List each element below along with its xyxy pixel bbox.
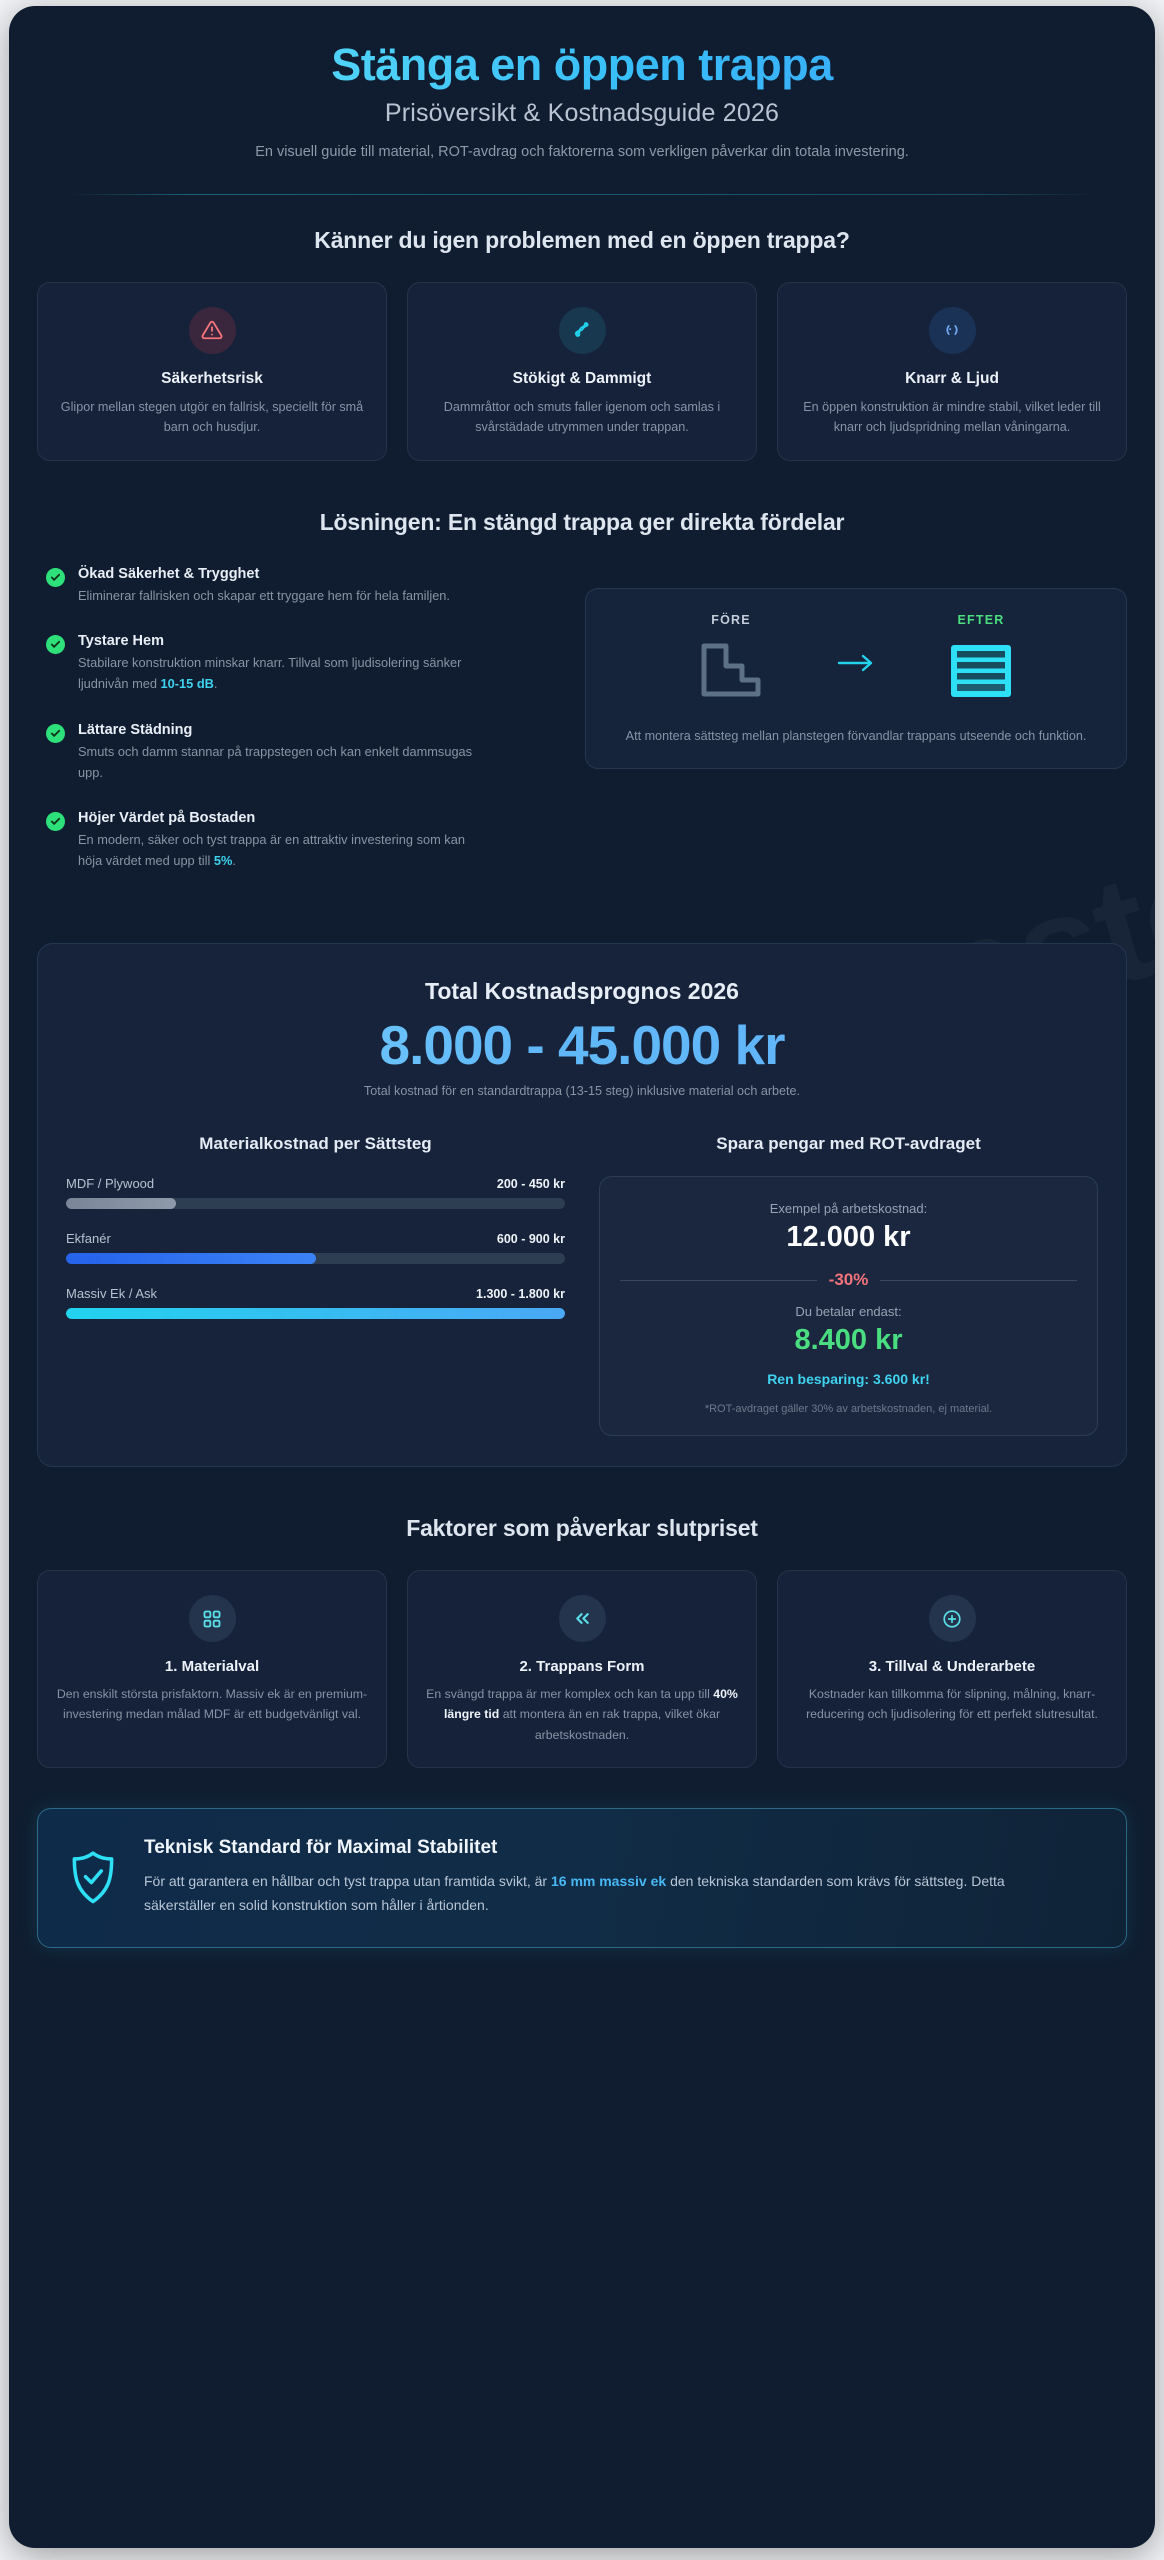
rot-pay-value: 8.400 kr [794, 1324, 903, 1357]
arrow-right-icon [837, 653, 875, 678]
check-circle-icon [46, 568, 65, 587]
problems-heading: Känner du igen problemen med en öppen trappa? [314, 226, 850, 253]
grid-squares-icon [189, 1595, 236, 1642]
problem-card [37, 282, 387, 461]
rot-saving: Ren besparing: 3.600 kr! [767, 1371, 930, 1388]
open-stair-icon [671, 643, 791, 704]
factor-card [407, 1570, 757, 1768]
benefit-item [46, 810, 557, 871]
factors-heading: Faktorer som påverkar slutpriset [406, 1515, 758, 1542]
divider [880, 1280, 1077, 1281]
benefit-item [46, 566, 557, 607]
tech-standard-banner [37, 1808, 1127, 1948]
infographic-frame [9, 6, 1155, 2548]
bar-track [66, 1198, 565, 1209]
bar-track [66, 1308, 565, 1319]
factor-card-list [37, 1570, 1127, 1768]
factor-card-text: En svängd trappa är mer komplex och kan ta upp till 40% längre tid att montera än en rak trappa, vilket ökar arbetskostnaden. [426, 1687, 738, 1742]
benefit-highlight: 5% [213, 852, 233, 868]
rot-cost-value: 12.000 kr [786, 1221, 911, 1254]
material-bar-row [66, 1176, 565, 1209]
check-circle-icon [46, 635, 65, 654]
problem-card [407, 282, 757, 461]
divider [620, 1280, 817, 1281]
benefit-text: Stabilare konstruktion minskar knarr. Tillval som ljudisolering sänker ljudnivån med 10-15 dB. [78, 655, 462, 692]
after-label: EFTER [957, 612, 1005, 627]
factor-card-text: Kostnader kan tillkomma för slipning, målning, knarr-reducering och ljudisolering för ett perfekt slutresultat. [806, 1687, 1098, 1722]
factor-card [777, 1570, 1127, 1768]
problem-card-title: Säkerhetsrisk [161, 369, 263, 387]
problem-card-list [37, 282, 1127, 461]
rot-title: Spara pengar med ROT-avdraget [716, 1134, 981, 1154]
cost-note: Total kostnad för en standardtrappa (13-15 steg) inklusive material och arbete. [363, 1084, 801, 1099]
material-name: Ekfanér [66, 1231, 111, 1247]
tech-text: För att garantera en hållbar och tyst trappa utan framtida svikt, är 16 mm massiv ek den tekniska standarden som krävs för sättsteg. Detta säkerställer en solid konstruktion som håller i årtionden. [144, 1873, 1005, 1913]
problem-card-title: Knarr & Ljud [905, 369, 999, 387]
dust-bunny-icon [559, 307, 606, 354]
before-label: FÖRE [711, 612, 751, 627]
benefit-text: Smuts och damm stannar på trappstegen och kan enkelt dammsugas upp. [78, 743, 473, 780]
problem-card-text: En öppen konstruktion är mindre stabil, vilket leder till knarr och ljudspridning mellan våningarna. [803, 399, 1101, 435]
factor-card-title: 3. Tillval & Underarbete [868, 1658, 1036, 1676]
material-name: Massiv Ek / Ask [66, 1286, 158, 1302]
benefit-title: Tystare Hem [78, 633, 164, 650]
divider [67, 194, 1097, 195]
material-value: 1.300 - 1.800 kr [476, 1287, 565, 1302]
problems-section [37, 227, 1127, 461]
problem-card-text: Glipor mellan stegen utgör en fallrisk, speciellt för små barn och husdjur. [60, 399, 364, 435]
factor-card-title: 2. Trappans Form [519, 1658, 645, 1676]
rot-panel [599, 1134, 1098, 1436]
before-after-caption: Att montera sättsteg mellan planstegen förvandlar trappans utseende och funktion. [625, 728, 1087, 743]
materials-title: Materialkostnad per Sättsteg [199, 1134, 432, 1154]
benefit-highlight: 10-15 dB [160, 676, 214, 692]
factor-card-title: 1. Materialval [164, 1658, 260, 1676]
cost-title: Total Kostnadsprognos 2026 [425, 977, 739, 1004]
tech-highlight: 16 mm massiv ek [550, 1873, 667, 1890]
benefit-title: Höjer Värdet på Bostaden [78, 810, 256, 827]
material-bar-row [66, 1231, 565, 1264]
page-title: Stänga en öppen trappa [37, 40, 1127, 90]
rot-footnote: *ROT-avdraget gäller 30% av arbetskostnaden, ej material. [704, 1403, 993, 1416]
check-circle-icon [46, 724, 65, 743]
benefit-title: Lättare Städning [78, 721, 193, 738]
page-subtitle: Prisöversikt & Kostnadsguide 2026 [384, 99, 780, 128]
material-value: 600 - 900 kr [496, 1232, 565, 1247]
hero-lead: En visuell guide till material, ROT-avdrag och faktorerna som verkligen påverkar din totala investering. [255, 144, 909, 161]
bar-fill [66, 1253, 316, 1264]
factor-card-text: Den enskilt största prisfaktorn. Massiv ek är en premium-investering medan målad MDF är ett budgetvänligt val. [56, 1687, 368, 1722]
rot-pay-label: Du betalar endast: [795, 1304, 902, 1320]
factor-card [37, 1570, 387, 1768]
problem-card [777, 282, 1127, 461]
sound-wave-icon [929, 307, 976, 354]
material-bar-row [66, 1286, 565, 1319]
benefit-title: Ökad Säkerhet & Trygghet [78, 565, 260, 582]
hero-section [37, 6, 1127, 164]
warning-triangle-icon [189, 307, 236, 354]
benefit-item [46, 633, 557, 694]
cost-forecast-block [37, 943, 1127, 1468]
before-after-panel [585, 588, 1127, 769]
solution-heading: Lösningen: En stängd trappa ger direkta fördelar [319, 508, 845, 535]
after-column [921, 613, 1041, 704]
problem-card-title: Stökigt & Dammigt [512, 369, 652, 387]
problem-card-text: Dammråttor och smuts faller igenom och samlas i svårstädade utrymmen under trappan. [443, 399, 721, 435]
check-circle-icon [46, 812, 65, 831]
rot-cost-label: Exempel på arbetskostnad: [769, 1201, 928, 1217]
benefit-text: Eliminerar fallrisken och skapar ett tryggare hem för hela familjen. [78, 587, 450, 603]
rot-discount: -30% [828, 1270, 869, 1290]
factor-highlight: 40% längre tid [443, 1687, 738, 1722]
benefit-text: En modern, säker och tyst trappa är en attraktiv investering som kan höja värdet med upp till 5%. [78, 832, 465, 868]
bar-track [66, 1253, 565, 1264]
bar-fill [66, 1198, 176, 1209]
factors-section [37, 1515, 1127, 1768]
shield-check-icon [68, 1849, 118, 1912]
benefit-list [37, 566, 557, 899]
cost-range: 8.000 - 45.000 kr [66, 1015, 1098, 1076]
materials-chart [66, 1134, 565, 1436]
tech-title: Teknisk Standard för Maximal Stabilitet [144, 1837, 498, 1859]
benefit-item [46, 722, 557, 783]
material-name: MDF / Plywood [66, 1176, 155, 1192]
bar-fill [66, 1308, 565, 1319]
before-column [671, 613, 791, 704]
closed-stair-icon [921, 643, 1041, 704]
solution-section [37, 509, 1127, 899]
double-chevron-left-icon [559, 1595, 606, 1642]
plus-circle-icon [929, 1595, 976, 1642]
material-value: 200 - 450 kr [496, 1177, 565, 1192]
